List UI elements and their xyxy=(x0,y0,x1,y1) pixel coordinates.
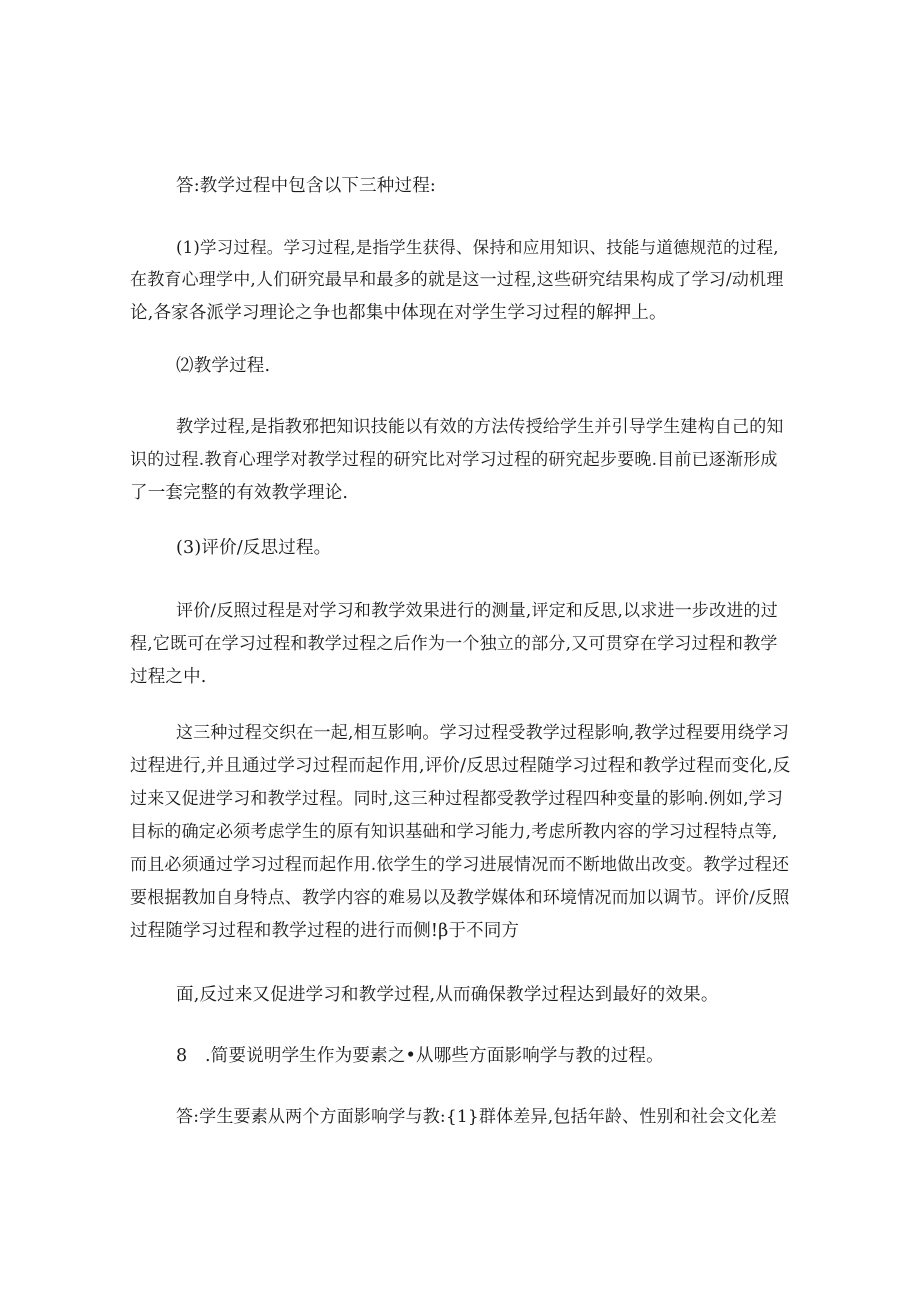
text-line: (3)评价/反思过程。 xyxy=(176,538,332,558)
answer-intro xyxy=(130,170,792,203)
text-line: (1)学习过程。学习过程,是指学生获得、保持和应用知识、技能与道德规范的过程, xyxy=(176,238,779,257)
text-line: 在教育心理学中,人们研究最早和最多的就是这一过程,这些研究结果构成了学习/动机理 xyxy=(130,270,784,290)
text-line: 识的过程.教育心理学对教学过程的研究比对学习过程的研究起步要晚.目前已逐渐形成 xyxy=(130,450,778,470)
text-line: 评价/反照过程是对学习和教学效果进行的测量,评定和反思,以求进一步改进的过 xyxy=(176,601,778,621)
text-line: 而且必须通过学习过程而起作用.依学生的学习进展情况而不断地做出改变。教学过程还 xyxy=(130,855,790,875)
item-2-body xyxy=(130,411,792,510)
text-line: 这三种过程交织在一起,相互影响。学习过程受教学过程影响,教学过程要用绕学习 xyxy=(176,723,790,743)
text-line: 目标的确定必须考虑学生的原有知识基础和学习能力,考虑所教内容的学习过程特点等, xyxy=(130,822,778,842)
text-line: 过程随学习过程和教学过程的进行而侧!β于不同方 xyxy=(130,921,520,941)
answer-8 xyxy=(130,1101,792,1134)
item-2-heading xyxy=(130,350,792,383)
text-line: 要根据教加自身特点、教学内容的难易以及教学媒体和环境情况而加以调节。评价/反照 xyxy=(130,888,790,908)
text-line: 过程进行,并且通过学习过程而起作用,评价/反思过程随学习过程和教学过程而变化,反 xyxy=(130,756,791,776)
text-line: ⑵教学过程. xyxy=(176,356,271,376)
text-line: 程,它既可在学习过程和教学过程之后作为一个独立的部分,又可贯穿在学习过程和教学 xyxy=(130,634,778,654)
text-line: 了一套完整的有效教学理论. xyxy=(130,483,349,503)
text-line: 教学过程,是指教邪把知识技能以有效的方法传授给学生并引导学生建构自己的知 xyxy=(176,417,784,437)
text-line: 8 .简要说明学生作为要素之•从哪些方面影响学与教的过程。 xyxy=(176,1046,664,1066)
text-line: 答:教学过程中包含以下三种过程: xyxy=(176,176,436,196)
text-line: 过来又促进学习和教学过程。同时,这三种过程都受教学过程四种变量的影响.例如,学习 xyxy=(130,789,784,809)
text-line: 答:学生要素从两个方面影响学与教:{1}群体差异,包括年龄、性别和社会文化差 xyxy=(176,1107,777,1127)
text-line: 面,反过来又促进学习和教学过程,从而确保教学过程达到最好的效果。 xyxy=(176,985,719,1005)
summary-continued xyxy=(130,979,792,1012)
text-line: 论,各家各派学习理论之争也都集中体现在对学生学习过程的解押上。 xyxy=(130,303,667,323)
summary-paragraph xyxy=(130,717,792,948)
item-3-body xyxy=(130,595,792,694)
item-1-learning-process xyxy=(130,231,792,330)
item-3-heading xyxy=(130,532,792,565)
question-8 xyxy=(130,1040,792,1073)
text-line: 过程之中. xyxy=(130,667,207,687)
